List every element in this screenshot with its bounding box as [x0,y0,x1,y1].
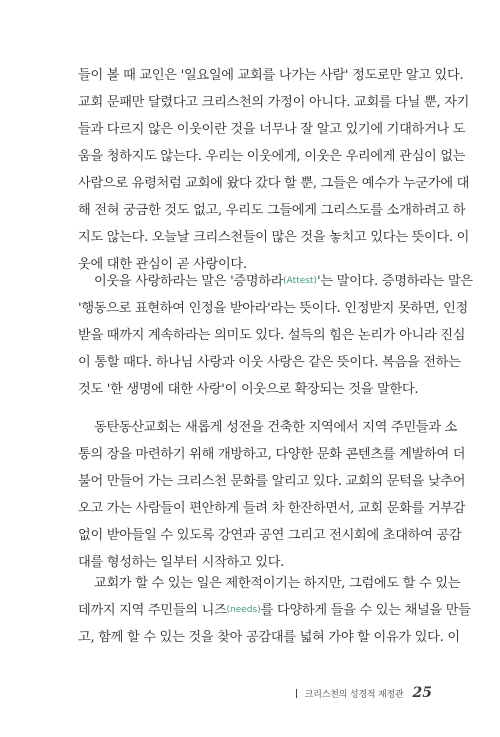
text-line: 웃에 대한 관심이 곧 사랑이다. [78,257,247,272]
text-line: 통의 장을 마련하기 위해 개방하고, 다양한 문화 콘텐츠를 계발하여 더 [78,447,466,462]
text-line: 지도 않는다. 오늘날 크리스천들이 많은 것을 놓치고 있다는 뜻이다. 이 [78,230,470,245]
footer-divider [296,689,297,698]
text-line: 데까지 지역 주민들의 니즈 (needs) 를 다양하게 들을 수 있는 채널을 만들 [78,597,436,624]
text-line: 해 전혀 궁금한 것도 없고, 우리도 그들에게 그리스도를 소개하려고 하 [78,203,466,218]
text-line: 받을 때까지 계속하라는 의미도 있다. 설득의 힘은 논리가 아니라 진심 [78,328,466,343]
paragraph-3 [78,414,466,576]
paragraph-4 [78,570,471,651]
paragraph-2 [78,268,473,403]
text-line: 들과 다르지 않은 이웃이란 것을 너무나 잘 알고 있기에 기대하거나 도 [78,122,466,137]
text-line: 이 통할 때다. 하나님 사랑과 이웃 사랑은 같은 뜻이다. 복음을 전하는 [78,355,461,370]
text-line: 들이 볼 때 교인은 '일요일에 교회를 나가는 사람' 정도로만 알고 있다. [78,68,464,83]
text-line: 동탄동산교회는 새롭게 성전을 건축한 지역에서 지역 주민들과 소 [94,420,458,435]
text-line: 오고 가는 사람들이 편안하게 들려 차 한잔하면서, 교회 문화를 거부감 [78,501,466,516]
english-annotation: (needs) [226,605,261,615]
paragraph-1 [78,62,470,278]
text-line: 교회가 할 수 있는 일은 제한적이기는 하지만, 그럼에도 할 수 있는 [94,576,461,591]
page-number: 25 [412,685,432,701]
text-line: 사람으로 유령처럼 교회에 왔다 갔다 할 뿐, 그들은 예수가 누군가에 대 [78,176,470,191]
text-line: 대를 형성하는 일부터 시작하고 있다. [78,555,285,570]
text-line: 것도 '한 생명에 대한 사랑'이 이웃으로 확장되는 것을 말한다. [78,382,419,397]
text-line: 교회 문패만 달렸다고 크리스천의 가정이 아니다. 교회를 다닐 뿐, 자기 [78,95,470,110]
text-line: 없이 받아들일 수 있도록 강연과 공연 그리고 전시회에 초대하여 공감 [78,528,462,543]
text-line: 움을 청하지도 않는다. 우리는 이웃에게, 이웃은 우리에게 관심이 없는 [78,149,466,164]
text-line: 고, 함께 할 수 있는 것을 찾아 공감대를 넓혀 가야 할 이유가 있다. 이 [78,630,460,645]
text-line: 불어 만들어 가는 크리스천 문화를 알리고 있다. 교회의 문턱을 낮추어 [78,474,466,489]
running-book-title: 크리스천의 성경적 재정관 [304,689,404,700]
text-line: 이웃을 사랑하라는 말은 '증명하라 (Attest) '는 말이다. 증명하라는 말은 [78,268,436,295]
page-footer [296,683,432,703]
text-line: '행동으로 표현하여 인정을 받아라'라는 뜻이다. 인정받지 못하면, 인정 [78,301,468,316]
english-annotation: (Attest) [283,276,317,286]
